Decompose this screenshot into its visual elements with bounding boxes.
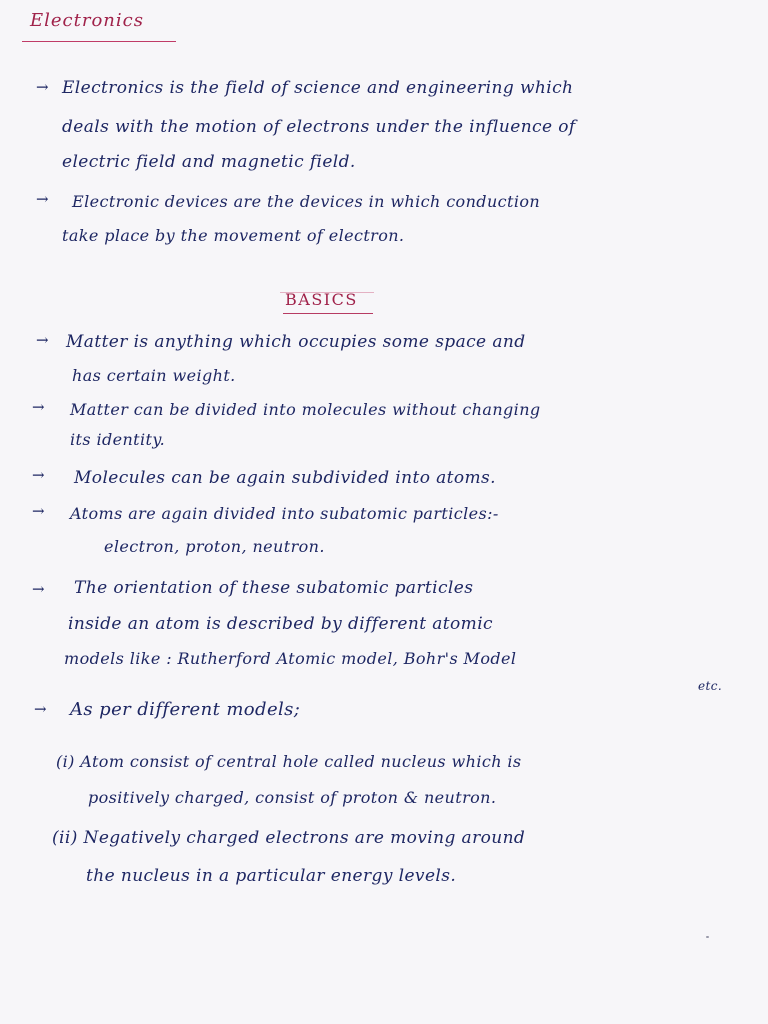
bullet-arrow-icon: →	[36, 331, 49, 349]
text-line: positively charged, consist of proton & neutron.	[88, 788, 497, 807]
text-line: models like : Rutherford Atomic model, Bohr's Model	[64, 649, 517, 668]
text-line: (i) Atom consist of central hole called nucleus which is	[56, 752, 522, 771]
bullet-arrow-icon: →	[36, 78, 49, 96]
text-line: Matter can be divided into molecules without changing	[70, 400, 541, 419]
text-line: As per different models;	[70, 699, 301, 720]
text-line: the nucleus in a particular energy levels.	[86, 866, 457, 886]
text-line: Electronics is the field of science and engineering which	[62, 78, 574, 98]
text-line: Atoms are again divided into subatomic particles:-	[70, 504, 499, 523]
text-line: has certain weight.	[72, 366, 236, 385]
bullet-arrow-icon: →	[32, 398, 45, 416]
text-line: (ii) Negatively charged electrons are moving around	[52, 828, 526, 848]
text-line: etc.	[698, 679, 723, 693]
text-line: its identity.	[70, 430, 166, 449]
text-line: electron, proton, neutron.	[104, 537, 325, 556]
ink-dot	[706, 936, 709, 938]
text-line: deals with the motion of electrons under the influence of	[62, 117, 576, 137]
text-line: inside an atom is described by different atomic	[68, 614, 493, 634]
bullet-arrow-icon: →	[34, 700, 47, 718]
text-line: Electronic devices are the devices in which conduction	[72, 192, 541, 211]
text-line: take place by the movement of electron.	[62, 226, 405, 245]
text-line: The orientation of these subatomic particles	[74, 578, 474, 598]
bullet-arrow-icon: →	[32, 580, 45, 598]
page-title: Electronics	[30, 10, 144, 31]
text-line: Molecules can be again subdivided into atoms.	[74, 468, 496, 488]
title-underline	[22, 41, 176, 42]
bullet-arrow-icon: →	[32, 502, 45, 520]
bullet-arrow-icon: →	[36, 190, 49, 208]
bullet-arrow-icon: →	[32, 466, 45, 484]
text-line: electric field and magnetic field.	[62, 152, 356, 172]
text-line: Matter is anything which occupies some space and	[66, 332, 526, 352]
section-heading: BASICS	[285, 290, 358, 309]
heading-underline	[283, 313, 373, 314]
